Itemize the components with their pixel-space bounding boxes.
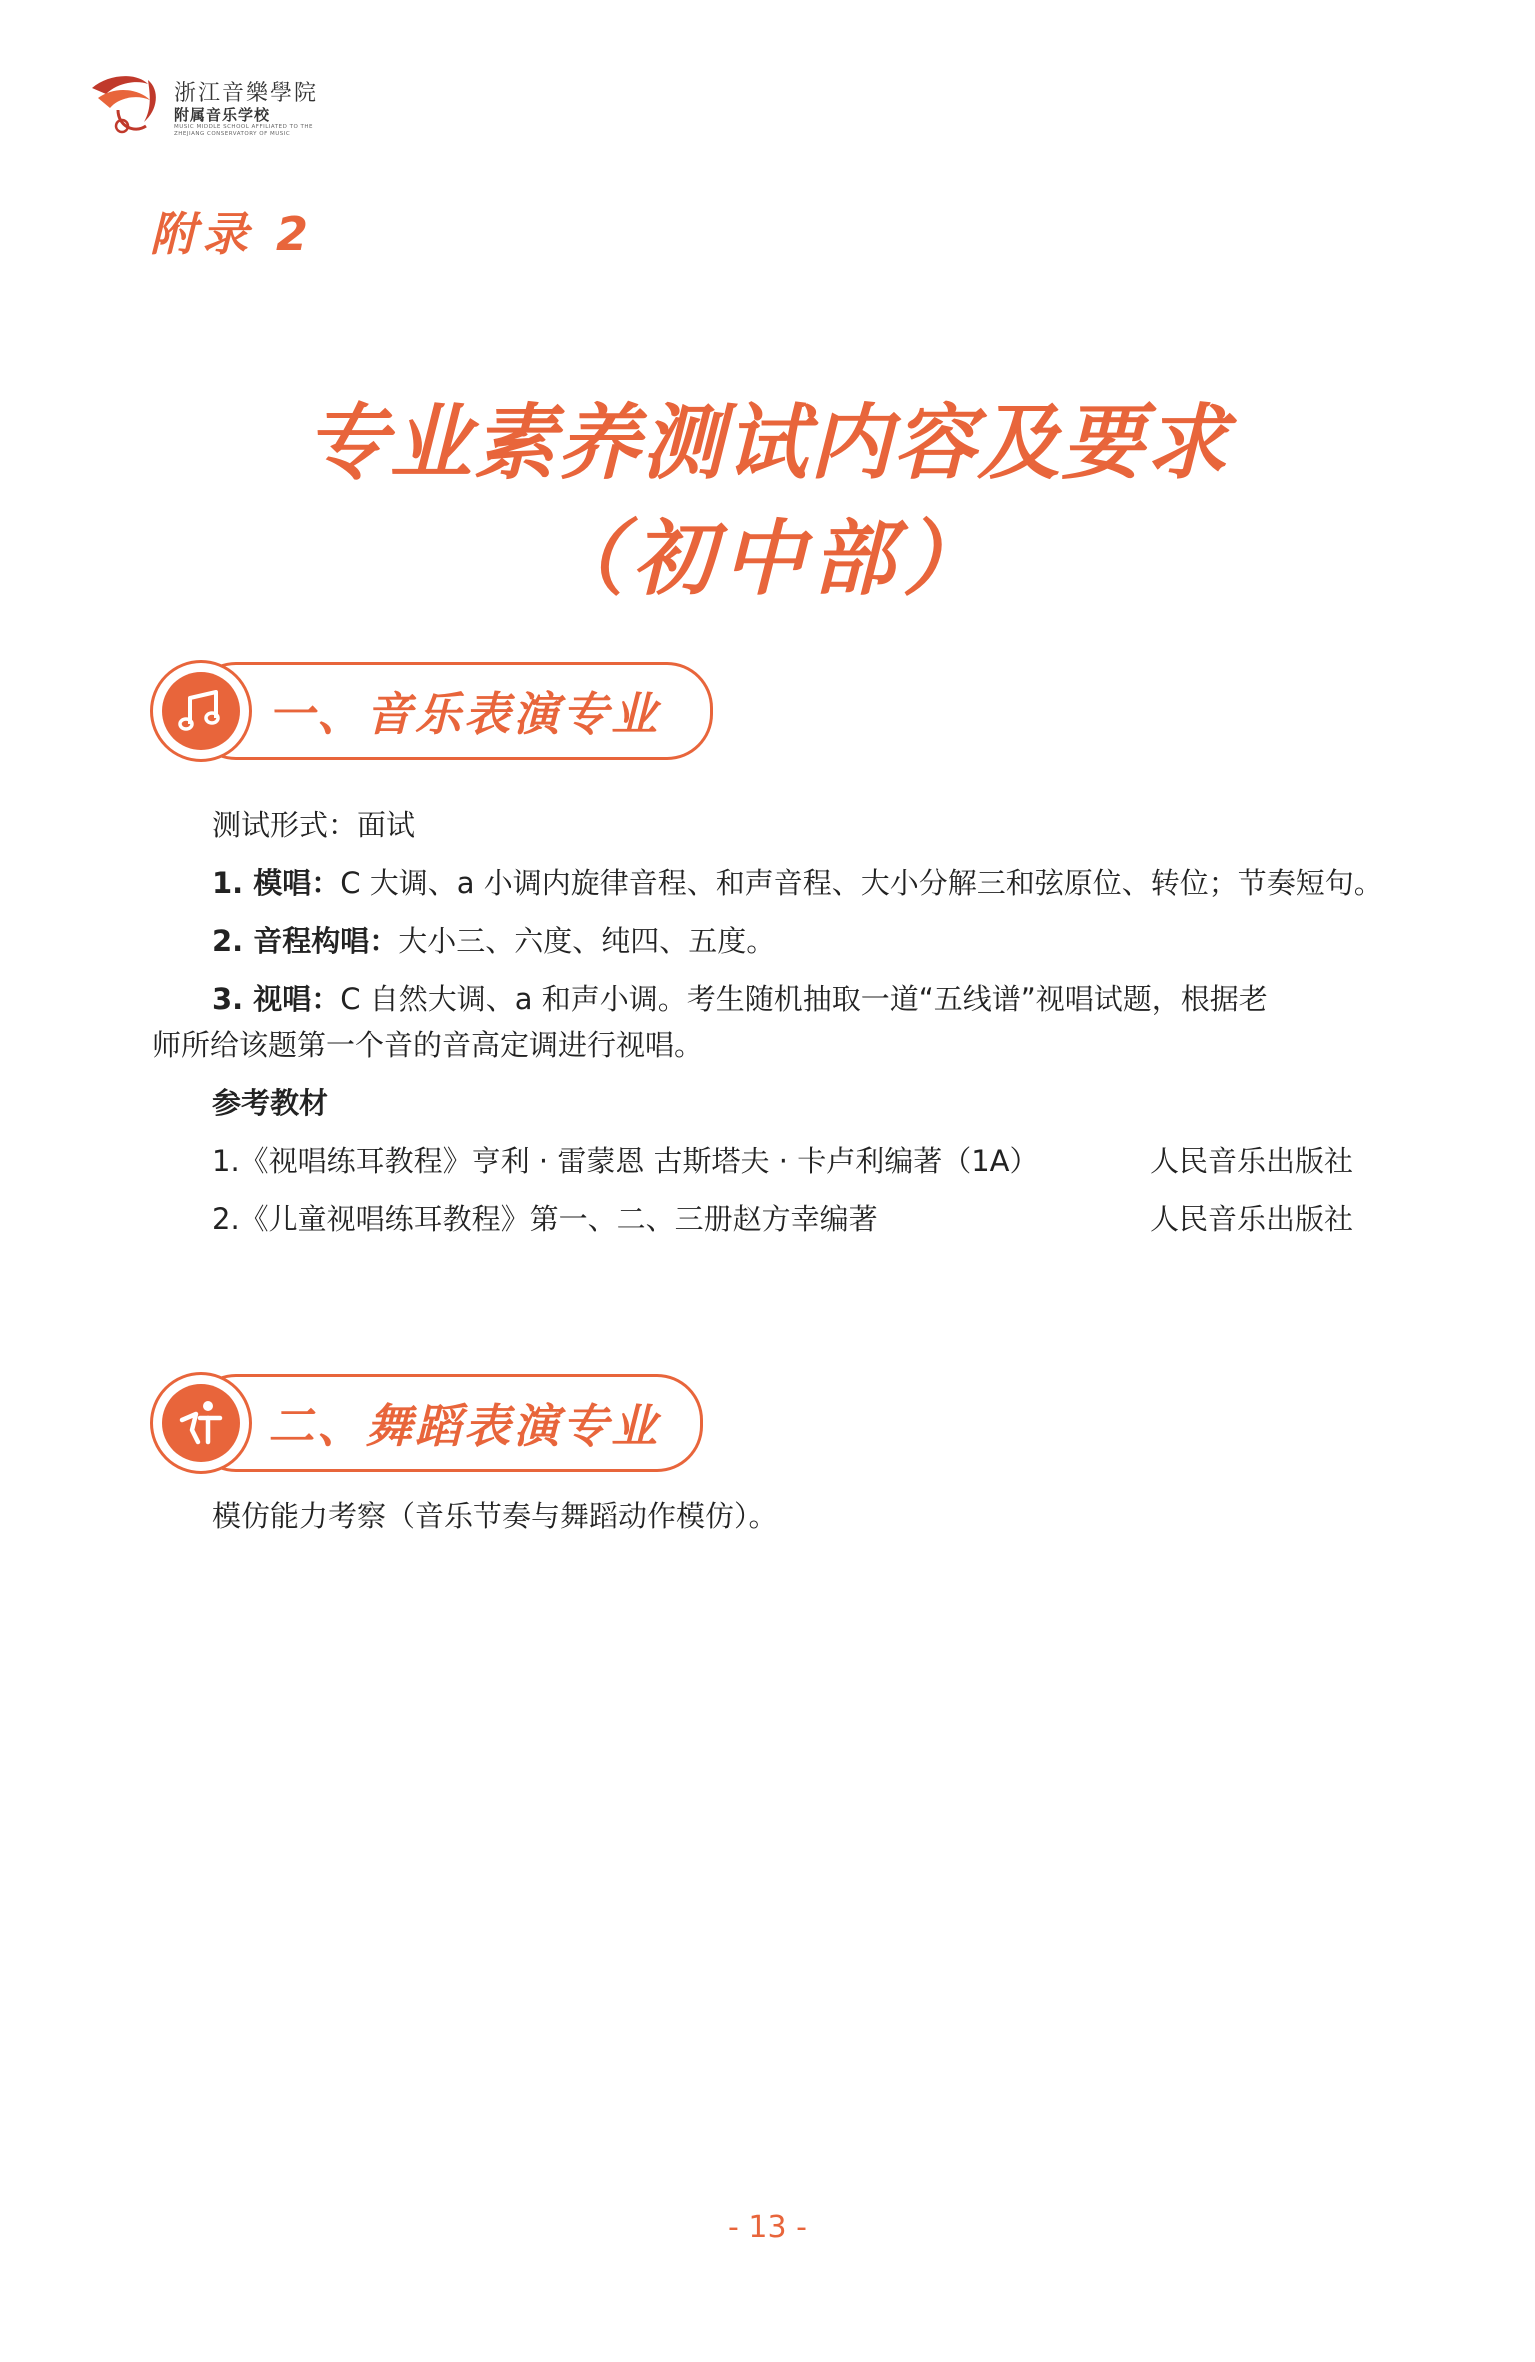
section-icon-badge (150, 1372, 252, 1474)
logo-chinese-name: 浙江音樂學院 (174, 81, 319, 106)
dance-test-content: 模仿能力考察（音乐节奏与舞蹈动作模仿）。 (212, 1499, 778, 1533)
item-text: 大小三、六度、纯四、五度。 (398, 924, 776, 958)
page-subtitle: （初中部） (542, 512, 993, 607)
reference-item: 1.《视唱练耳教程》亨利 · 雷蒙恩 古斯塔夫 · 卡卢利编著（1A） (212, 1144, 1039, 1178)
section-heading-dance: 二、舞蹈表演专业 (268, 1399, 660, 1453)
item-label: 1. 模唱： (212, 866, 341, 900)
item-mimic-singing (212, 861, 1383, 902)
logo-school-name: 附属音乐学校 (174, 106, 271, 124)
page-number: - 13 - (728, 2210, 807, 2245)
dancer-icon (174, 1396, 228, 1450)
section-heading-music: 一、音乐表演专业 (268, 687, 660, 741)
appendix-label: 附录 2 (150, 207, 315, 261)
school-logo (88, 70, 348, 140)
item-text: C 大调、a 小调内旋律音程、和声音程、大小分解三和弦原位、转位；节奏短句。 (340, 866, 1383, 900)
item-interval-singing (212, 919, 775, 960)
logo-english-line2: ZHEJIANG CONSERVATORY OF MUSIC (174, 131, 291, 137)
logo-english-line1: MUSIC MIDDLE SCHOOL AFFILIATED TO THE (174, 124, 313, 130)
reference-publisher: 人民音乐出版社 (1150, 1144, 1354, 1178)
item-sight-singing (212, 977, 1268, 1018)
item-sight-singing-continued: 师所给该题第一个音的音高定调进行视唱。 (152, 1028, 704, 1062)
item-label: 3. 视唱： (212, 982, 341, 1016)
school-emblem-icon (88, 70, 168, 140)
reference-item: 2.《儿童视唱练耳教程》第一、二、三册赵方幸编著 (212, 1202, 878, 1236)
page-title: 专业素养测试内容及要求 (305, 396, 1230, 491)
reference-publisher: 人民音乐出版社 (1150, 1202, 1354, 1236)
section-icon-badge (150, 660, 252, 762)
test-format: 测试形式：面试 (212, 808, 416, 842)
references-heading: 参考教材 (212, 1086, 329, 1120)
music-note-icon (174, 684, 228, 738)
section-header-dance (150, 1372, 720, 1476)
item-text: C 自然大调、a 和声小调。考生随机抽取一道“五线谱”视唱试题，根据老 (340, 982, 1268, 1016)
item-label: 2. 音程构唱： (212, 924, 399, 958)
section-header-music (150, 660, 720, 764)
